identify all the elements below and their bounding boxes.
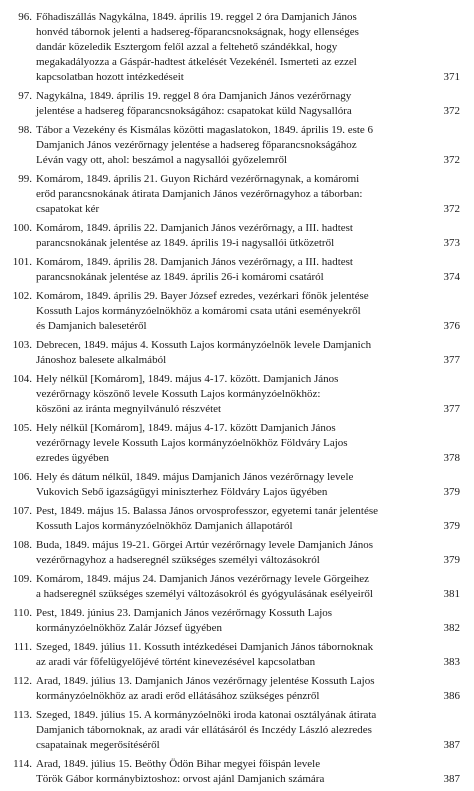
entry-text: Hely és dátum nélkül, 1849. május Damjanich János vezérőrnagy levele [36,471,354,483]
toc-entry [0,674,474,704]
entry-text: Debrecen, 1849. május 4. Kossuth Lajos kormányzóelnök levele Damjanich [36,339,372,351]
toc-entry-line [0,708,474,723]
entry-text: Arad, 1849. július 15. Beöthy Ödön Bihar megyei főispán levele [36,758,321,770]
entry-number: 110. [13,607,32,619]
page-number: 382 [443,622,460,634]
toc-entry [0,640,474,670]
entry-number: 106. [12,471,32,483]
toc-entry-line [0,606,474,621]
toc-entry [0,255,474,285]
entry-text: Pest, 1849. június 23. Damjanich János vezérőrnagy Kossuth Lajos [36,607,333,619]
toc-entry-line [0,104,474,119]
entry-text: Török Gábor kormánybiztoshoz: orvost ajánl Damjanich számára [36,773,325,785]
page-number: 387 [443,739,460,751]
toc-entry-line [0,153,474,168]
entry-text: megakadályozza a Gáspár-hadtest átkelését Vezekénél. Ismerteti az ezzel [36,56,357,68]
toc-entry [0,708,474,753]
toc-entry-line [0,255,474,270]
toc-entry-line [0,123,474,138]
entry-text: vezérőrnagy levele Kossuth Lajos kormányzóelnökhöz Földváry Lajos [36,437,348,449]
toc-entry-line [0,470,474,485]
toc-entry-line [0,304,474,319]
toc-entry-line [0,338,474,353]
entry-number: 101. [12,256,32,268]
page-number: 376 [443,320,460,332]
page-number: 371 [443,71,460,83]
entry-text: Szeged, 1849. július 11. Kossuth intézkedései Damjanich János tábornoknak [36,641,374,653]
entry-number: 105. [12,422,32,434]
toc-entry [0,606,474,636]
entry-text: Komárom, 1849. április 21. Guyon Richárd vezérőrnagynak, a komáromi [36,173,360,185]
page-number: 377 [443,403,460,415]
toc-entry [0,572,474,602]
entry-number: 108. [12,539,32,551]
page-number: 379 [443,554,460,566]
page-number: 377 [443,354,460,366]
entry-text: Kossuth Lajos kormányzóelnökhöz Damjanich állapotáról [36,520,293,532]
toc-entry-line [0,187,474,202]
entry-text: Damjanich János vezérőrnagy jelentése a hadsereg főparancsnokságához [36,139,357,151]
toc-entry-line [0,270,474,285]
toc-entry-line [0,485,474,500]
toc-entry-line [0,387,474,402]
toc-entry [0,10,474,85]
toc-entry-line [0,723,474,738]
entry-text: Komárom, 1849. április 28. Damjanich János vezérőrnagy, a III. hadtest [36,256,353,268]
page-number: 379 [443,486,460,498]
toc-entry [0,172,474,217]
entry-text: Arad, 1849. július 13. Damjanich János vezérőrnagy jelentése Kossuth Lajos [36,675,375,687]
toc-entry-line [0,674,474,689]
entry-number: 102. [12,290,32,302]
toc-entry-line [0,25,474,40]
toc-entry-line [0,553,474,568]
toc-entry-line [0,772,474,787]
page-number: 374 [443,271,460,283]
toc-entry-line [0,738,474,753]
entry-text: az aradi vár főfelügyelőjévé történt kinevezésével kapcsolatban [36,656,316,668]
toc-entry-line [0,402,474,417]
toc-entry [0,538,474,568]
toc-entry-line [0,538,474,553]
page-number: 381 [443,588,460,600]
entry-number: 107. [12,505,32,517]
page-number: 383 [443,656,460,668]
entry-number: 104. [12,373,32,385]
toc-entry-line [0,436,474,451]
entry-text: Főhadiszállás Nagykálna, 1849. április 19. reggel 2 óra Damjanich János [36,11,357,23]
toc-entry [0,221,474,251]
toc-entry [0,757,474,787]
toc-entry [0,123,474,168]
toc-entry-line [0,353,474,368]
entry-text: kormányzóelnökhöz az aradi erőd ellátásához szükséges pénzről [36,690,320,702]
entry-text: Komárom, 1849. május 24. Damjanich János vezérőrnagy levele Görgeihez [36,573,370,585]
toc-entry-line [0,138,474,153]
entry-number: 100. [12,222,32,234]
entry-number: 103. [12,339,32,351]
page-number: 372 [443,105,460,117]
entry-number: 114. [13,758,32,770]
toc-entry-line [0,655,474,670]
toc-entry-line [0,621,474,636]
toc-entry-line [0,319,474,334]
entry-text: és Damjanich balesetéről [36,320,147,332]
toc-entry-line [0,202,474,217]
entry-text: kapcsolatban hozott intézkedéseit [36,71,184,83]
toc-entry-line [0,451,474,466]
toc-entry-line [0,10,474,25]
entry-text: Nagykálna, 1849. április 19. reggel 8 óra Damjanich János vezérőrnagy [36,90,352,102]
page-number: 373 [443,237,460,249]
toc-entry-line [0,504,474,519]
entry-number: 111. [13,641,32,653]
table-of-contents [0,10,474,791]
entry-text: vezérőrnagyhoz a hadseregnél szükséges személyi változásokról [36,554,320,566]
toc-entry-line [0,689,474,704]
entry-number: 97. [18,90,32,102]
toc-entry [0,89,474,119]
entry-text: parancsnokának jelentése az 1849. április 19-i nagysallói ütközetről [36,237,335,249]
entry-number: 99. [18,173,32,185]
toc-entry [0,470,474,500]
toc-entry-line [0,236,474,251]
page-number: 386 [443,690,460,702]
toc-entry-line [0,89,474,104]
entry-text: Damjanich tábornoknak, az aradi vár ellátásáról és Inczédy László alezredes [36,724,372,736]
toc-entry-line [0,372,474,387]
entry-text: a hadseregnél szükséges személyi változásokról és gyógyulásának esélyeiről [36,588,373,600]
entry-text: csapatainak megerősítéséről [36,739,160,751]
toc-entry-line [0,587,474,602]
toc-entry [0,372,474,417]
entry-text: Kossuth Lajos kormányzóelnökhöz a komáromi csata utáni eseményekről [36,305,361,317]
toc-entry-line [0,421,474,436]
toc-entry-line [0,172,474,187]
toc-entry [0,421,474,466]
entry-text: Szeged, 1849. július 15. A kormányzóelnöki iroda katonai osztályának átirata [36,709,377,721]
entry-number: 98. [18,124,32,136]
entry-text: jelentése a hadsereg főparancsnokságához: csapatokat küld Nagysallóra [36,105,352,117]
entry-text: Komárom, 1849. április 22. Damjanich János vezérőrnagy, a III. hadtest [36,222,353,234]
entry-text: dandár közeledik Esztergom felől azzal a feltehető szándékkal, hogy [36,41,338,53]
entry-text: Hely nélkül [Komárom], 1849. május 4-17. között Damjanich János [36,422,336,434]
entry-text: ezredes ügyében [36,452,109,464]
entry-text: Léván vagy ott, ahol: beszámol a nagysallói győzelemről [36,154,288,166]
toc-entry-line [0,40,474,55]
toc-entry-line [0,70,474,85]
entry-text: Hely nélkül [Komárom], 1849. május 4-17. között. Damjanich János [36,373,339,385]
toc-entry-line [0,640,474,655]
page-number: 372 [443,203,460,215]
entry-text: Tábor a Vezekény és Kismálas közötti magaslatokon, 1849. április 19. este 6 [36,124,374,136]
entry-text: Buda, 1849. május 19-21. Görgei Artúr vezérőrnagy levele Damjanich János [36,539,374,551]
toc-entry-line [0,757,474,772]
page-number: 387 [443,773,460,785]
entry-text: kormányzóelnökhöz Zalár József ügyében [36,622,223,634]
toc-entry-line [0,289,474,304]
toc-entry-line [0,519,474,534]
toc-entry [0,289,474,334]
entry-number: 109. [12,573,32,585]
entry-text: Jánoshoz balesete alkalmából [36,354,167,366]
entry-text: erőd parancsnokának átirata Damjanich János vezérőrnagyhoz a táborban: [36,188,363,200]
entry-text: Komárom, 1849. április 29. Bayer József ezredes, vezérkari főnök jelentése [36,290,369,302]
toc-entry-line [0,221,474,236]
entry-text: Vukovich Sebő igazságügyi miniszterhez Földváry Lajos ügyében [36,486,328,498]
toc-entry [0,504,474,534]
entry-text: honvéd tábornok jelenti a hadsereg-főparancsnokságnak, hogy ellenséges [36,26,359,38]
page-number: 372 [443,154,460,166]
page-number: 379 [443,520,460,532]
entry-text: Pest, 1849. május 15. Balassa János orvosprofesszor, egyetemi tanár jelentése [36,505,379,517]
page-number: 378 [443,452,460,464]
toc-entry-line [0,55,474,70]
entry-text: csapatokat kér [36,203,100,215]
entry-text: parancsnokának jelentése az 1849. április 26-i komáromi csatáról [36,271,324,283]
entry-number: 96. [18,11,32,23]
entry-number: 112. [13,675,32,687]
entry-number: 113. [13,709,32,721]
entry-text: köszöni az iránta megnyilvánuló részvétet [36,403,222,415]
toc-entry [0,338,474,368]
entry-text: vezérőrnagy köszönő levele Kossuth Lajos kormányzóelnökhöz: [36,388,321,400]
toc-entry-line [0,572,474,587]
